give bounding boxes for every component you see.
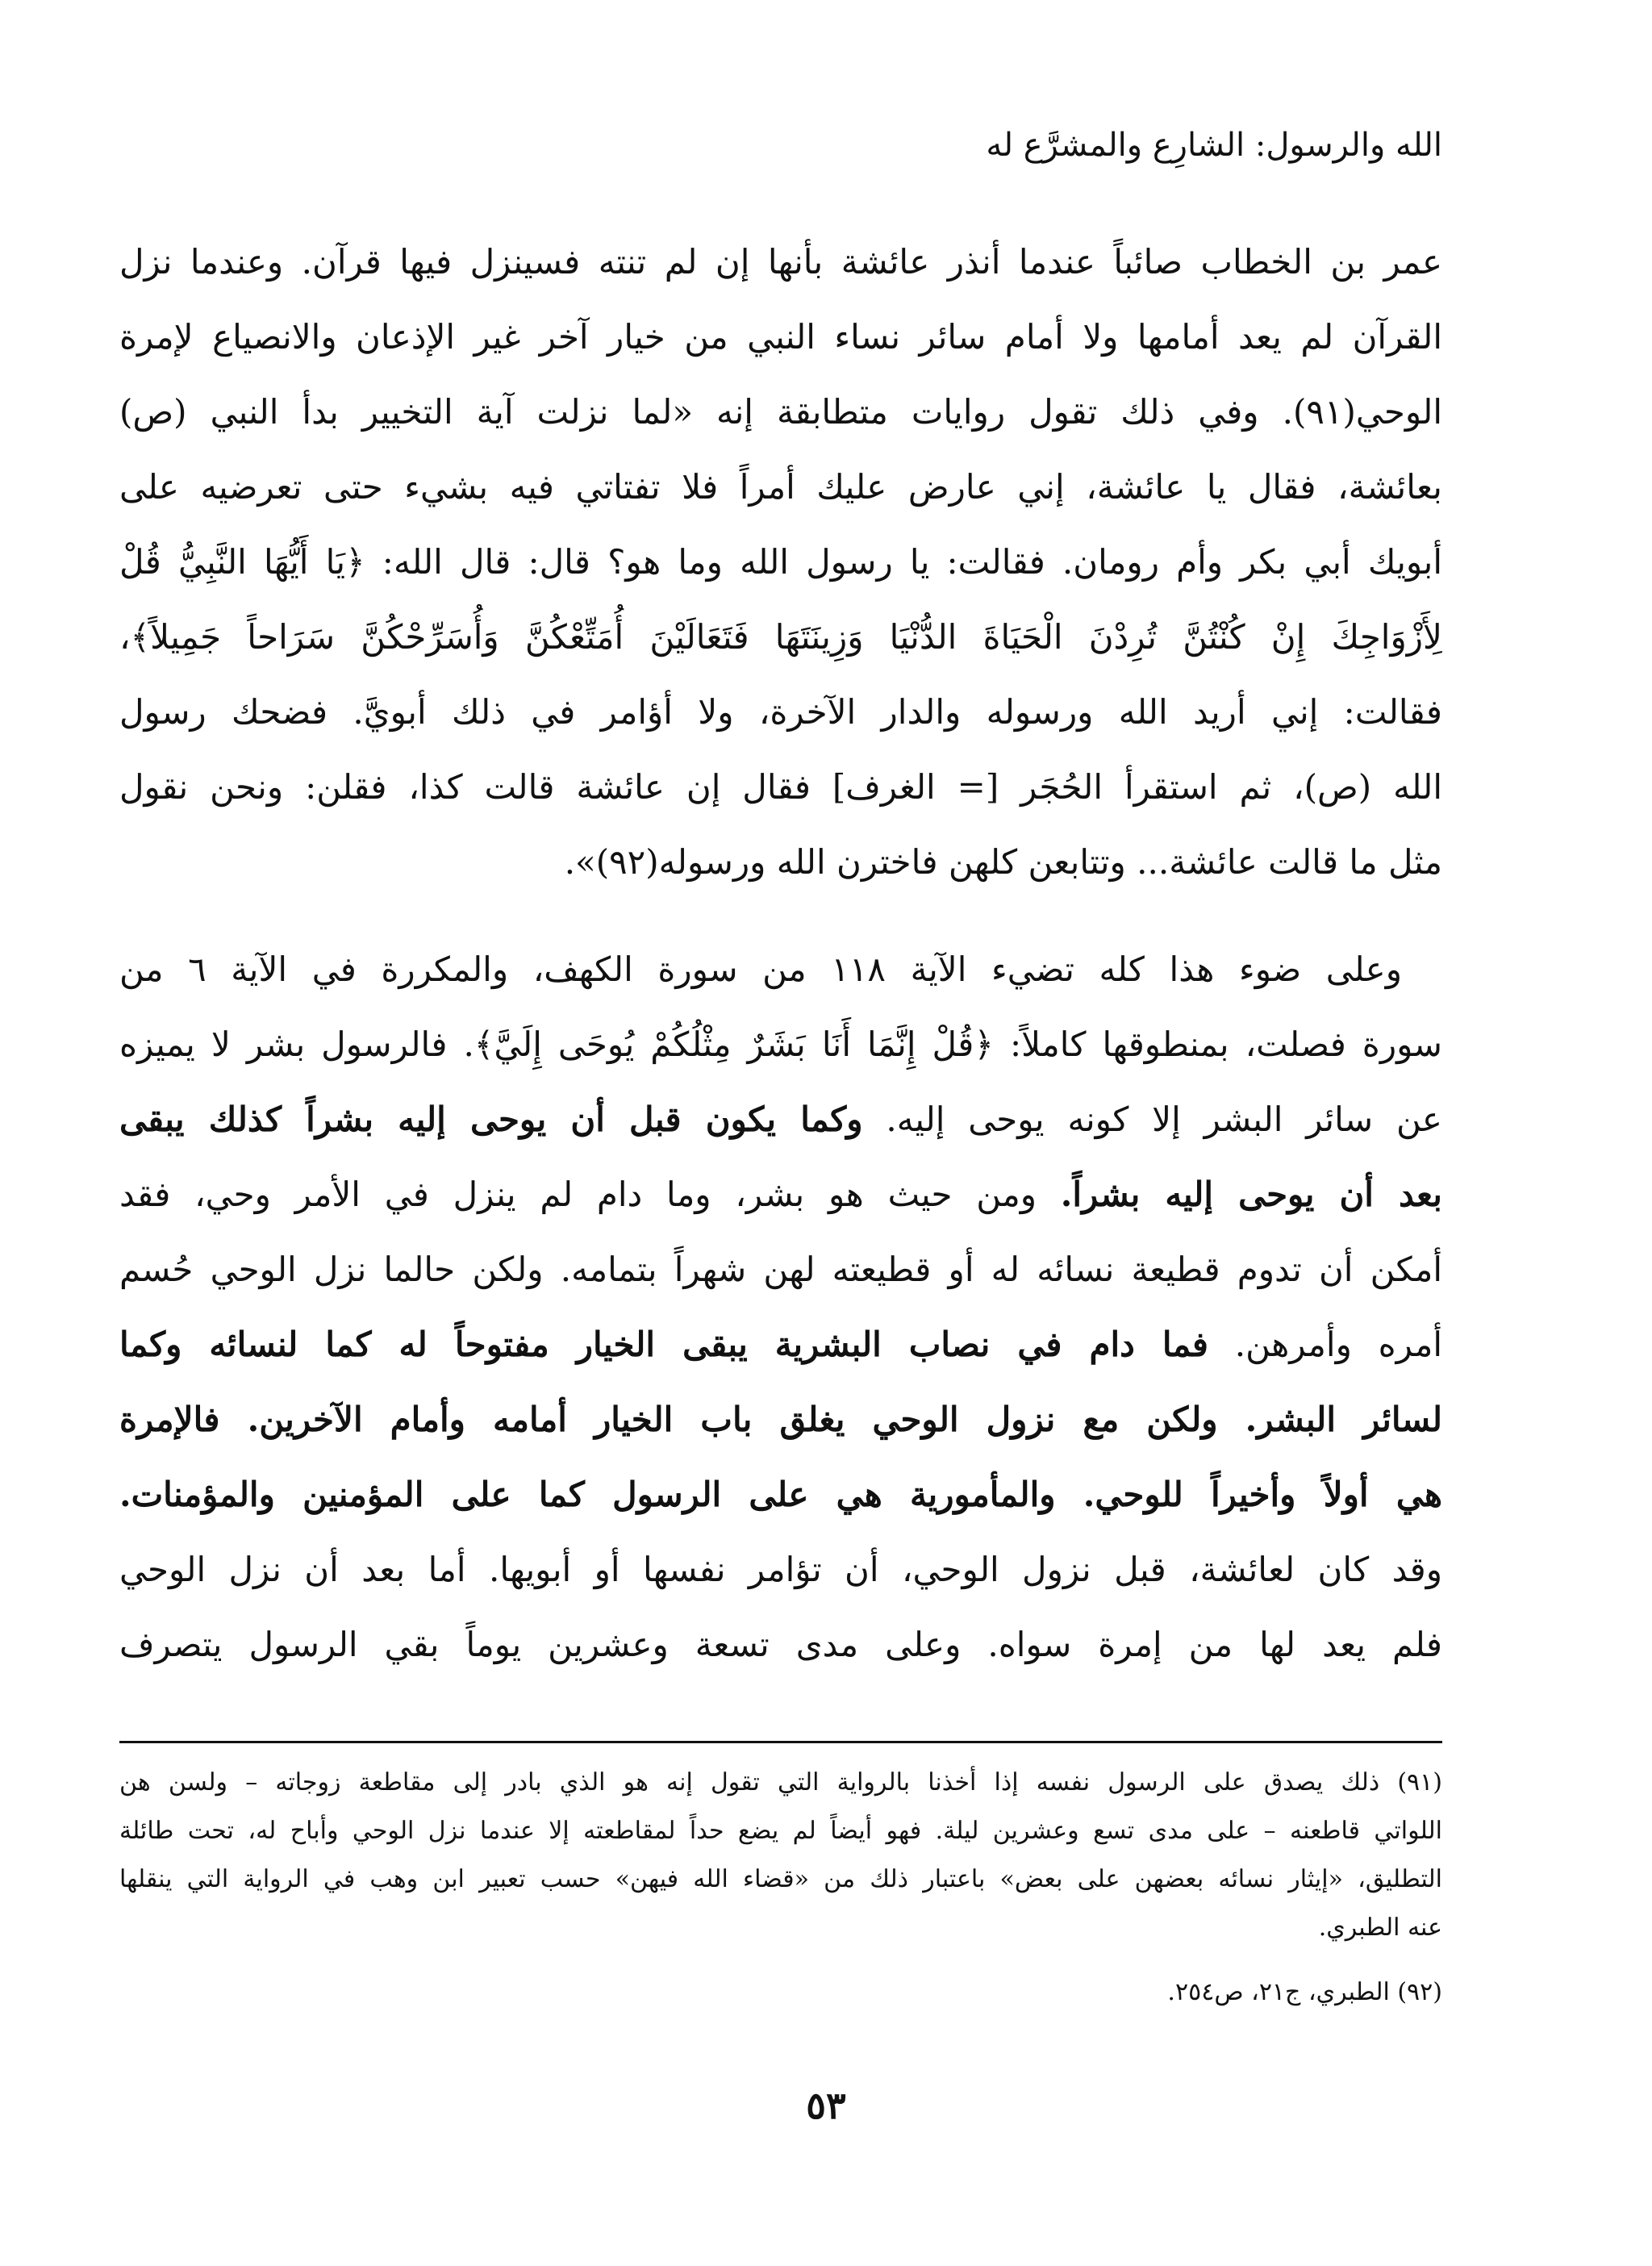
footnotes	[119, 1759, 1442, 2017]
body-line-emphasis: هي أولاً وأخيراً للوحي. والمأمورية هي على الرسول كما على المؤمنين والمؤمنات.	[119, 1475, 1442, 1514]
body-line-emphasis: لسائر البشر. ولكن مع نزول الوحي يغلق باب الخيار أمامه وأمام الآخرين. فالإمرة	[119, 1400, 1442, 1439]
emphasis-run: وكما يكون قبل أن يوحى إليه بشراً كذلك يبقى	[119, 1100, 863, 1139]
body-line: لِأَزْوَاجِكَ إِنْ كُنْتُنَّ تُرِدْنَ الْحَيَاةَ الدُّنْيَا وَزِينَتَهَا فَتَعَالَيْنَ أُمَتِّعْكُنَّ وَأُسَرِّحْكُنَّ سَرَاحاً جَمِيلاً﴾،	[119, 617, 1442, 657]
emphasis-run: بعد أن يوحى إليه بشراً.	[1060, 1175, 1442, 1214]
body-line: أمكن أن تدوم قطيعة نسائه له أو قطيعته لهن شهراً بتمامه. ولكن حالما نزل الوحي حُسم	[119, 1250, 1442, 1289]
footnote-gap	[119, 1952, 1442, 1968]
page-number: ٥٣	[806, 2084, 846, 2127]
footnote-divider	[119, 1741, 1442, 1743]
body-line: فلم يعد لها من إمرة سواه. وعلى مدى تسعة وعشرين يوماً بقي الرسول يتصرف	[119, 1625, 1442, 1664]
body-text	[119, 224, 1442, 1682]
body-line: فقالت: إني أريد الله ورسوله والدار الآخرة، ولا أؤامر في ذلك أبويَّ. فضحك رسول	[119, 692, 1442, 732]
body-run: ومن حيث هو بشر، وما دام لم ينزل في الأمر وحي، فقد	[119, 1175, 1061, 1214]
body-line: أبويك أبي بكر وأم رومان. فقالت: يا رسول الله وما هو؟ قال: قال الله: ﴿يَا أَيُّهَا النَّبِيُّ قُلْ	[119, 542, 1442, 582]
body-line: سورة فصلت، بمنطوقها كاملاً: ﴿قُلْ إِنَّمَا أَنَا بَشَرٌ مِثْلُكُمْ يُوحَى إِلَيَّ﴾. فالرسول بشر لا يميزه	[119, 1024, 1442, 1064]
body-line: القرآن لم يعد أمامها ولا أمام سائر نساء النبي من خيار آخر غير الإذعان والانصياع لإمرة	[119, 317, 1442, 357]
footnote-line: (٩٢) الطبري، ج٢١، ص٢٥٤.	[1167, 1978, 1442, 2006]
paragraph-gap	[119, 899, 1442, 932]
footnote-line: التطليق، «إيثار نسائه بعضهن على بعض» باعتبار ذلك من «قضاء الله فيهن» حسب تعبير ابن وهب في الرواية التي ينقلها	[119, 1865, 1442, 1893]
body-line: مثل ما قالت عائشة... وتتابعن كلهن فاخترن الله ورسوله(٩٢)».	[564, 842, 1442, 882]
body-line	[119, 1157, 1442, 1232]
body-line: بعائشة، فقال يا عائشة، إني عارض عليك أمراً فلا تفتاتي فيه بشيء حتى تعرضيه على	[119, 467, 1442, 507]
body-run: عن سائر البشر إلا كونه يوحى إليه.	[862, 1100, 1442, 1139]
emphasis-run: فما دام في نصاب البشرية يبقى الخيار مفتوحاً له كما لنسائه وكما	[119, 1325, 1209, 1364]
running-head: الله والرسول: الشارِع والمشرَّع له	[986, 127, 1442, 164]
body-line: الله (ص)، ثم استقرأ الحُجَر [= الغرف] فقال إن عائشة قالت كذا، فقلن: ونحن نقول	[119, 767, 1442, 807]
body-line: الوحي(٩١). وفي ذلك تقول روايات متطابقة إنه «لما نزلت آية التخيير بدأ النبي (ص)	[119, 392, 1442, 432]
body-line: عمر بن الخطاب صائباً عندما أنذر عائشة بأنها إن لم تنته فسينزل فيها قرآن. وعندما نزل	[119, 242, 1442, 282]
body-run: أمره وأمرهن.	[1208, 1325, 1442, 1364]
body-line: وقد كان لعائشة، قبل نزول الوحي، أن تؤامر نفسها أو أبويها. أما بعد أن نزل الوحي	[119, 1550, 1442, 1589]
body-line	[119, 1082, 1442, 1157]
footnote-line: اللواتي قاطعنه – على مدى تسع وعشرين ليلة. فهو أيضاً لم يضع حداً لمقاطعته إلا عندما نزل الوحي وأباح له، تحت طائلة	[119, 1817, 1442, 1845]
footnote-line: (٩١) ذلك يصدق على الرسول نفسه إذا أخذنا بالرواية التي تقول إنه هو الذي بادر إلى مقاطعة زوجاته – ولسن هن	[119, 1768, 1442, 1797]
body-line: وعلى ضوء هذا كله تضيء الآية ١١٨ من سورة الكهف، والمكررة في الآية ٦ من	[119, 949, 1402, 989]
footnote-line: عنه الطبري.	[1318, 1913, 1442, 1942]
body-line	[119, 1307, 1442, 1382]
